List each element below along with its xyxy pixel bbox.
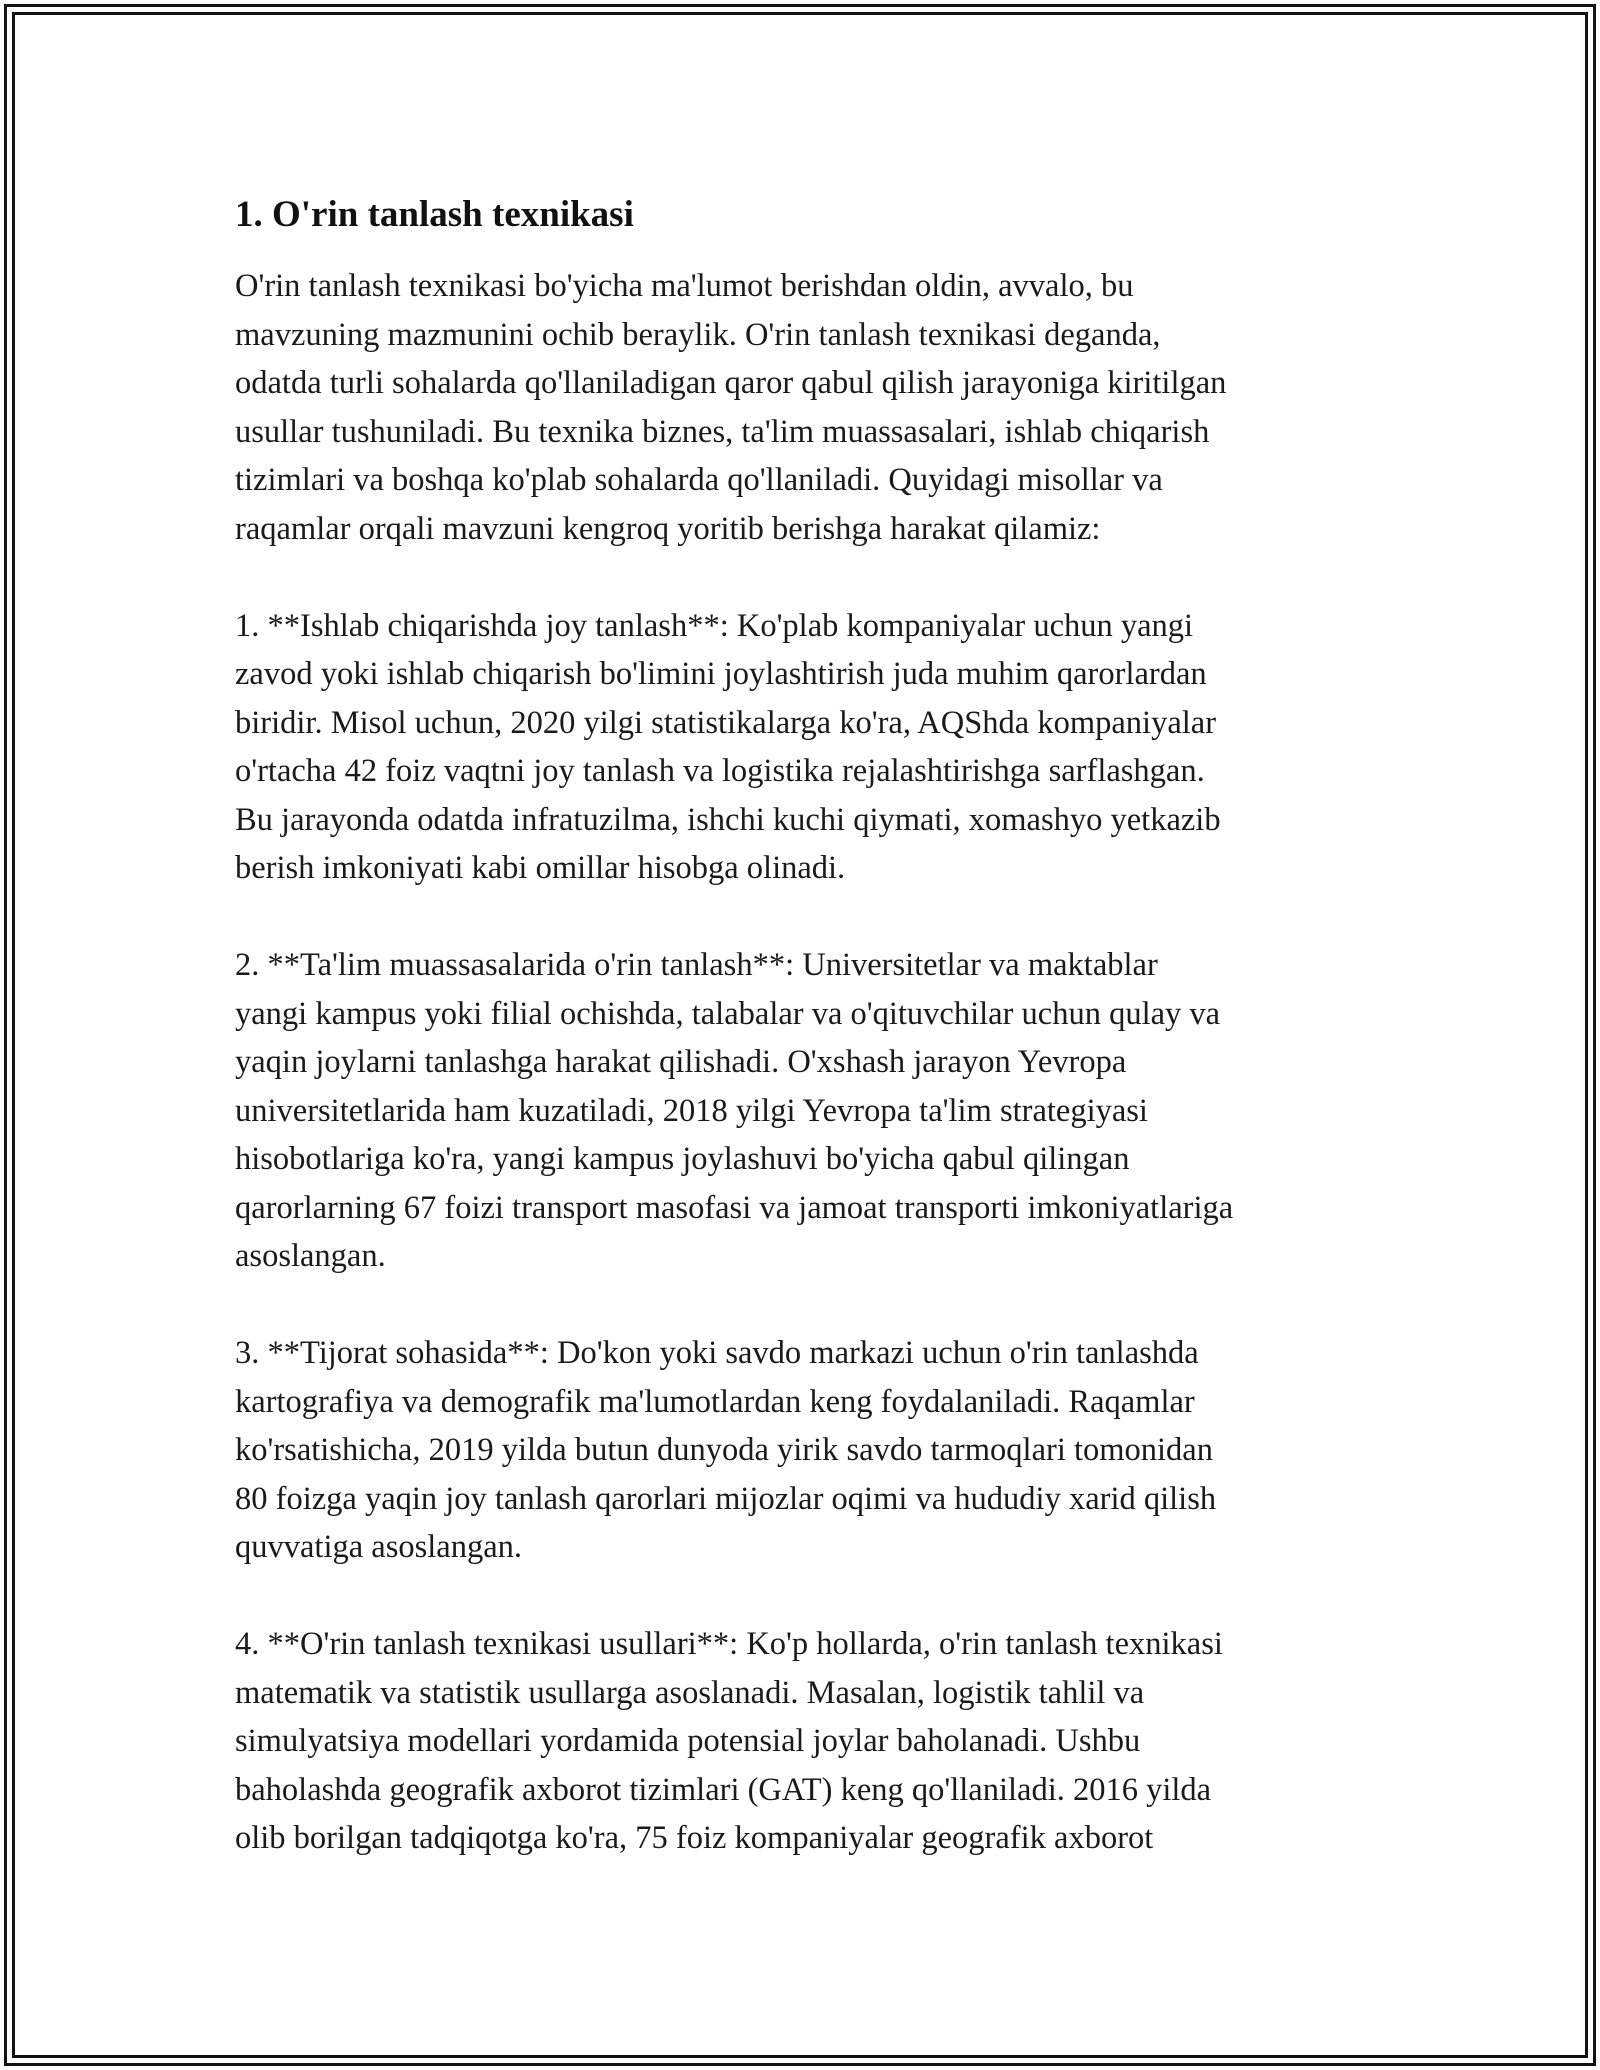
document-body	[235, 188, 1375, 1863]
paragraph-item-3: 3. **Tijorat sohasida**: Do'kon yoki savdo markazi uchun o'rin tanlashda kartografiya va demografik ma'lumotlardan keng foydalaniladi. Raqamlar ko'rsatishicha, 2019 yilda butun dunyoda yirik savdo tarmoqlari tomonidan 80 foizga yaqin joy tanlash qarorlari mijozlar oqimi va hududiy xarid qilish quvvatiga asoslangan.	[235, 1335, 1217, 1565]
section-heading: 1. O'rin tanlash texnikasi	[235, 194, 634, 235]
paragraph-item-2: 2. **Ta'lim muassasalarida o'rin tanlash**: Universitetlar va maktablar yangi kampus yoki filial ochishda, talabalar va o'qituvchilar uchun qulay va yaqin joylarni tanlashga harakat qilishadi. O'xshash jarayon Yevropa universitetlarida ham kuzatiladi, 2018 yilgi Yevropa ta'lim strategiyasi hisobotlariga ko'ra, yangi kampus joylashuvi bo'yicha qabul qilingan qarorlarning 67 foizi transport masofasi va jamoat transporti imkoniyatlariga asoslangan.	[235, 947, 1234, 1274]
paragraph-item-1: 1. **Ishlab chiqarishda joy tanlash**: Ko'plab kompaniyalar uchun yangi zavod yoki ishlab chiqarish bo'limini joylashtirish juda muhim qarorlardan biridir. Misol uchun, 2020 yilgi statistikalarga ko'ra, AQShda kompaniyalar o'rtacha 42 foiz vaqtni joy tanlash va logistika rejalashtirishga sarflashgan. Bu jarayonda odatda infratuzilma, ishchi kuchi qiymati, xomashyo yetkazib berish imkoniyati kabi omillar hisobga olinadi.	[235, 607, 1221, 886]
paragraph-item-4: 4. **O'rin tanlash texnikasi usullari**: Ko'p hollarda, o'rin tanlash texnikasi matematik va statistik usullarga asoslanadi. Masalan, logistik tahlil va simulyatsiya modellari yordamida potensial joylar baholanadi. Ushbu baholashda geografik axborot tizimlari (GAT) keng qo'llaniladi. 2016 yilda olib borilgan tadqiqotga ko'ra, 75 foiz kompaniyalar geografik axborot	[235, 1626, 1223, 1856]
intro-paragraph: O'rin tanlash texnikasi bo'yicha ma'lumot berishdan oldin, avvalo, bu mavzuning mazmunini ochib beraylik. O'rin tanlash texnikasi deganda, odatda turli sohalarda qo'llaniladigan qaror qabul qilish jarayoniga kiritilgan usullar tushuniladi. Bu texnika biznes, ta'lim muassasalari, ishlab chiqarish tizimlari va boshqa ko'plab sohalarda qo'llaniladi. Quyidagi misollar va raqamlar orqali mavzuni kengroq yoritib berishga harakat qilamiz:	[235, 268, 1227, 547]
